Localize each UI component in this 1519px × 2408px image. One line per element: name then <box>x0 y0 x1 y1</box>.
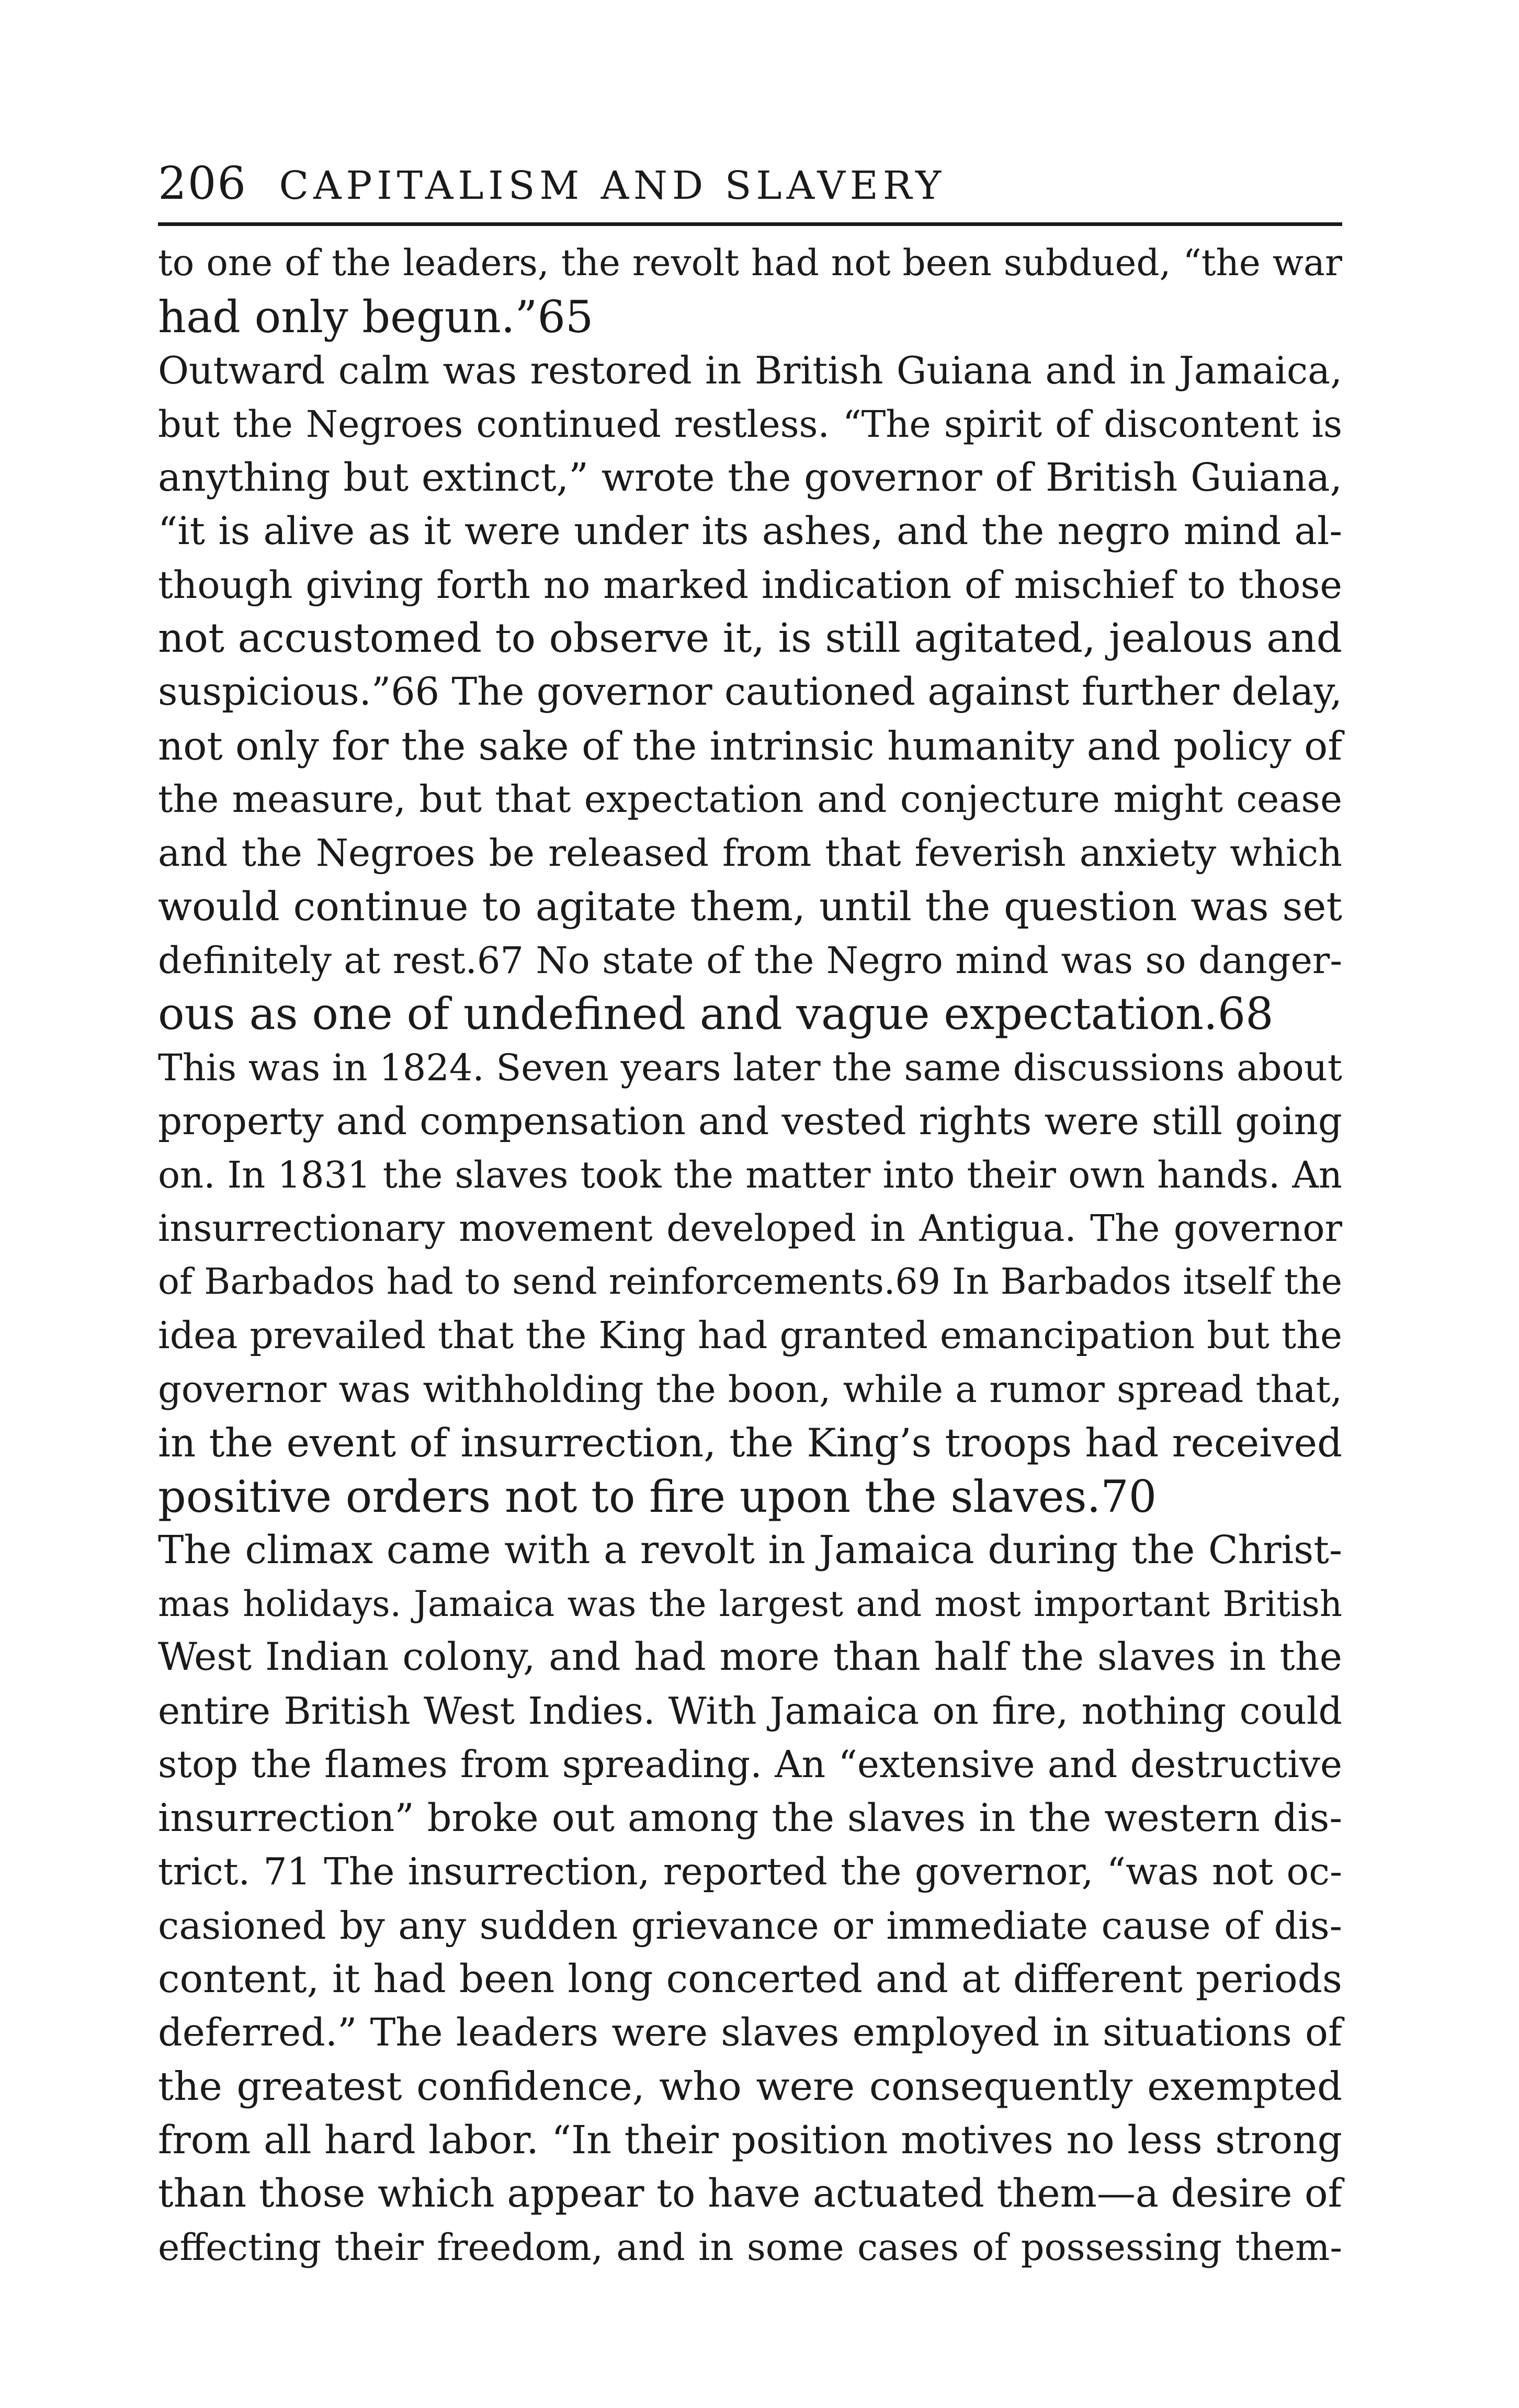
text-line: of Barbados had to send reinforcements.69 In Barbados itself the <box>158 1261 1342 1303</box>
text-line: the greatest confidence, who were consequently exempted <box>158 2063 1342 2109</box>
text-line: casioned by any sudden grievance or immediate cause of dis- <box>158 1903 1342 1948</box>
text-line: not accustomed to observe it, is still agitated, jealous and <box>158 615 1342 662</box>
page-number: 206 <box>158 157 247 210</box>
text-line: in the event of insurrection, the King’s troops had received <box>158 1420 1342 1466</box>
text-line: stop the flames from spreading. An “extensive and destructive <box>158 1743 1342 1786</box>
text-line: from all hard labor. “In their position motives no less strong <box>158 2117 1342 2163</box>
text-line: insurrection” broke out among the slaves in the western dis- <box>158 1795 1342 1840</box>
text-line: not only for the sake of the intrinsic humanity and policy of <box>158 722 1342 769</box>
text-line: and the Negroes be released from that feverish anxiety which <box>158 831 1342 875</box>
text-line: definitely at rest.67 No state of the Negro mind was so danger- <box>158 939 1342 982</box>
running-head <box>158 155 1342 212</box>
text-line: insurrectionary movement developed in Antigua. The governor <box>158 1207 1342 1250</box>
body-text <box>158 236 1342 2274</box>
text-line: effecting their freedom, and in some cases of possessing them- <box>158 2225 1342 2269</box>
text-line: suspicious.”66 The governor cautioned against further delay, <box>158 670 1342 714</box>
text-line: positive orders not to fire upon the slaves.70 <box>158 1471 1157 1522</box>
text-line: though giving forth no marked indication of mischief to those <box>158 563 1342 607</box>
text-line: property and compensation and vested rights were still going <box>158 1099 1342 1143</box>
text-line: would continue to agitate them, until the question was set <box>158 883 1342 930</box>
text-line: trict. 71 The insurrection, reported the governor, “was not oc- <box>158 1850 1342 1893</box>
text-line: than those which appear to have actuated them—a desire of <box>158 2171 1342 2216</box>
text-line: idea prevailed that the King had granted emancipation but the <box>158 1314 1342 1357</box>
text-line: content, it had been long concerted and at different periods <box>158 1957 1342 2002</box>
text-line: but the Negroes continued restless. “The spirit of discontent is <box>158 402 1342 446</box>
text-line: had only begun.”65 <box>158 291 594 343</box>
text-line: mas holidays. Jamaica was the largest and most important British <box>158 1583 1342 1624</box>
text-line: This was in 1824. Seven years later the same discussions about <box>158 1046 1342 1089</box>
text-line: anything but extinct,” wrote the governor of British Guiana, <box>158 455 1342 500</box>
text-line: “it is alive as it were under its ashes, and the negro mind al- <box>158 508 1342 553</box>
header-rule <box>158 222 1342 226</box>
text-line: to one of the leaders, the revolt had not been subdued, “the war <box>158 242 1342 284</box>
text-line: West Indian colony, and had more than half the slaves in the <box>158 1635 1342 1679</box>
text-line: governor was withholding the boon, while a rumor spread that, <box>158 1367 1342 1411</box>
text-line: the measure, but that expectation and conjecture might cease <box>158 777 1342 821</box>
text-line: Outward calm was restored in British Guiana and in Jamaica, <box>158 348 1342 392</box>
text-line: entire British West Indies. With Jamaica on fire, nothing could <box>158 1689 1342 1733</box>
book-title: CAPITALISM AND SLAVERY <box>279 163 946 208</box>
text-line: The climax came with a revolt in Jamaica during the Christ- <box>158 1528 1342 1573</box>
text-line: deferred.” The leaders were slaves employed in situations of <box>158 2010 1342 2055</box>
text-line: ous as one of undefined and vague expectation.68 <box>158 988 1274 1039</box>
text-line: on. In 1831 the slaves took the matter into their own hands. An <box>158 1153 1342 1196</box>
